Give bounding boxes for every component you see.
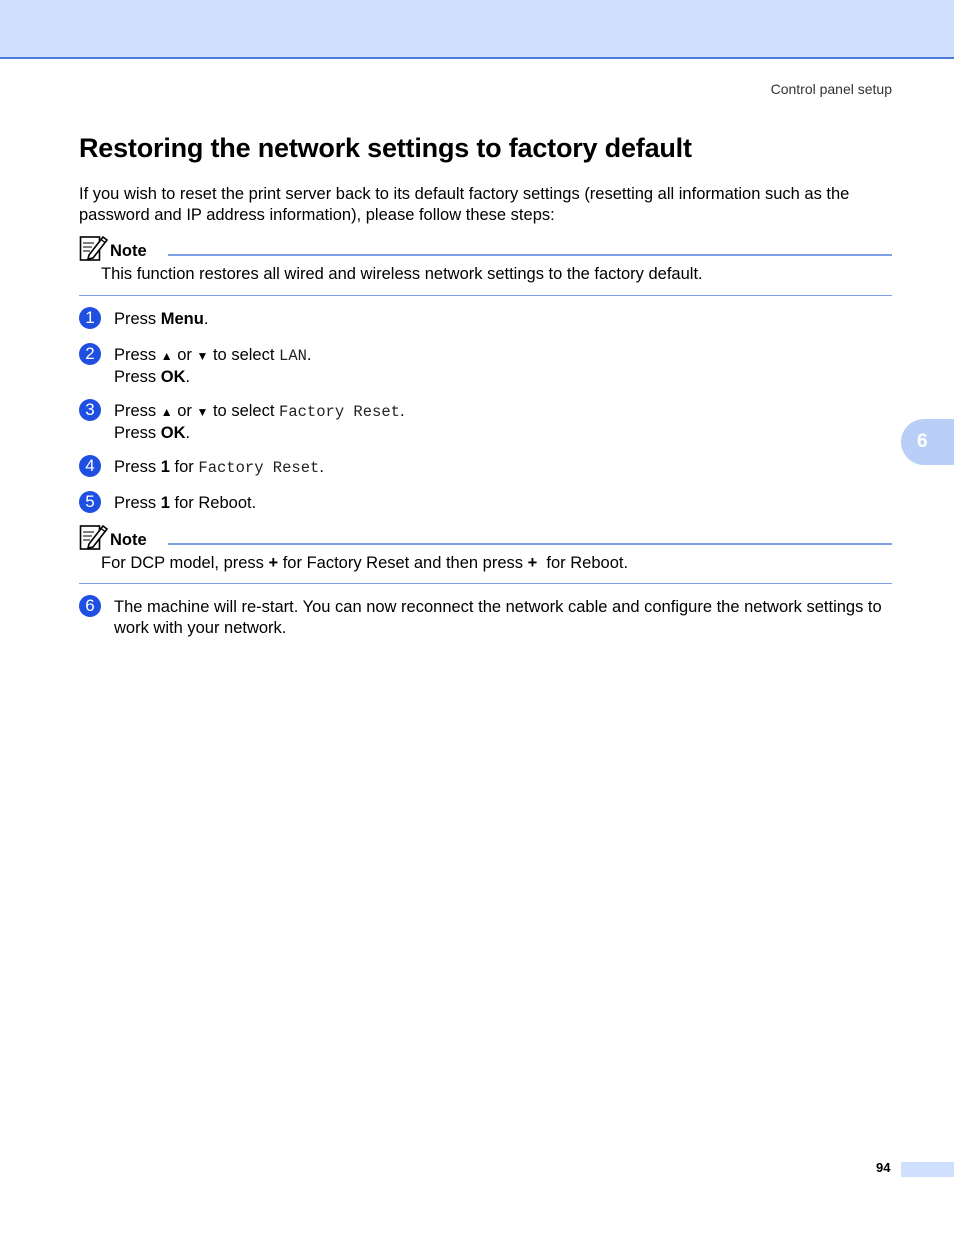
note-pencil-icon — [79, 234, 109, 262]
note-pencil-icon — [79, 523, 109, 551]
down-arrow-icon: ▼ — [196, 405, 209, 419]
step-1 — [79, 309, 894, 330]
lcd-value-factory-reset: Factory Reset — [279, 403, 400, 421]
step-2-or: or — [172, 346, 197, 364]
header-band — [0, 0, 954, 59]
step-6 — [79, 597, 894, 638]
note-divider — [168, 254, 892, 256]
page-title: Restoring the network settings to factory default — [79, 133, 692, 163]
step-1-text: Press — [114, 310, 161, 328]
menu-key: Menu — [160, 310, 204, 328]
intro-paragraph: If you wish to reset the print server back to its default factory settings (resetting all information such as the password and IP address information), please follow these steps: — [79, 185, 850, 224]
lcd-value-factory-reset: Factory Reset — [198, 459, 320, 477]
step-4-for: for — [169, 458, 199, 476]
note-label: Note — [110, 531, 147, 549]
up-arrow-icon: ▲ — [160, 405, 173, 419]
note-box-1 — [79, 237, 892, 284]
step-5-rest: for Reboot. — [169, 494, 257, 512]
step-4 — [79, 457, 894, 479]
note-text: This function restores all wired and wireless network settings to the factory default. — [101, 265, 703, 283]
step-number-6: 6 — [79, 595, 101, 617]
step-4-text: Press — [114, 458, 161, 476]
step-number-2: 2 — [79, 343, 101, 365]
step-6-text: The machine will re-start. You can now reconnect the network cable and configure the network settings to work with your network. — [114, 598, 882, 637]
step-3-text: Press — [114, 402, 161, 420]
note-box-2 — [79, 526, 892, 573]
step-5-text: Press — [114, 494, 161, 512]
punctuation: . — [306, 346, 312, 364]
chapter-tab: 6 — [901, 419, 954, 465]
ok-key: OK — [160, 423, 186, 442]
punctuation: . — [399, 402, 405, 420]
step-3-or: or — [172, 402, 197, 420]
note-bottom-rule — [79, 295, 892, 296]
punctuation: . — [203, 310, 209, 328]
page-number: 94 — [876, 1160, 891, 1175]
step-2-to-select: to select — [208, 346, 280, 364]
step-2-text-2: Press — [114, 367, 161, 386]
step-3-text-2: Press — [114, 423, 161, 442]
note-label: Note — [110, 242, 147, 260]
step-3 — [79, 401, 894, 443]
down-arrow-icon: ▼ — [196, 349, 209, 363]
lcd-value-lan: LAN — [279, 347, 307, 365]
note-2-text-1: For DCP model, press — [101, 554, 269, 572]
key-1: 1 — [160, 458, 170, 476]
step-number-1: 1 — [79, 307, 101, 329]
note-2-text-3: for Reboot. — [537, 554, 629, 572]
note-text — [101, 552, 892, 573]
plus-key: + — [527, 554, 538, 572]
note-divider — [168, 543, 892, 545]
step-number-3: 3 — [79, 399, 101, 421]
page-number-bar — [901, 1162, 954, 1177]
step-number-5: 5 — [79, 491, 101, 513]
plus-key: + — [268, 554, 279, 572]
up-arrow-icon: ▲ — [160, 349, 173, 363]
punctuation: . — [185, 423, 191, 442]
step-2-text: Press — [114, 346, 161, 364]
key-1: 1 — [160, 494, 170, 512]
step-2 — [79, 345, 894, 387]
step-5 — [79, 493, 894, 514]
ok-key: OK — [160, 367, 186, 386]
note-bottom-rule — [79, 583, 892, 584]
step-number-4: 4 — [79, 455, 101, 477]
punctuation: . — [185, 367, 191, 386]
punctuation: . — [319, 458, 324, 476]
running-head: Control panel setup — [770, 81, 892, 97]
note-2-text-2: for Factory Reset and then press — [278, 554, 528, 572]
step-3-to-select: to select — [208, 402, 280, 420]
